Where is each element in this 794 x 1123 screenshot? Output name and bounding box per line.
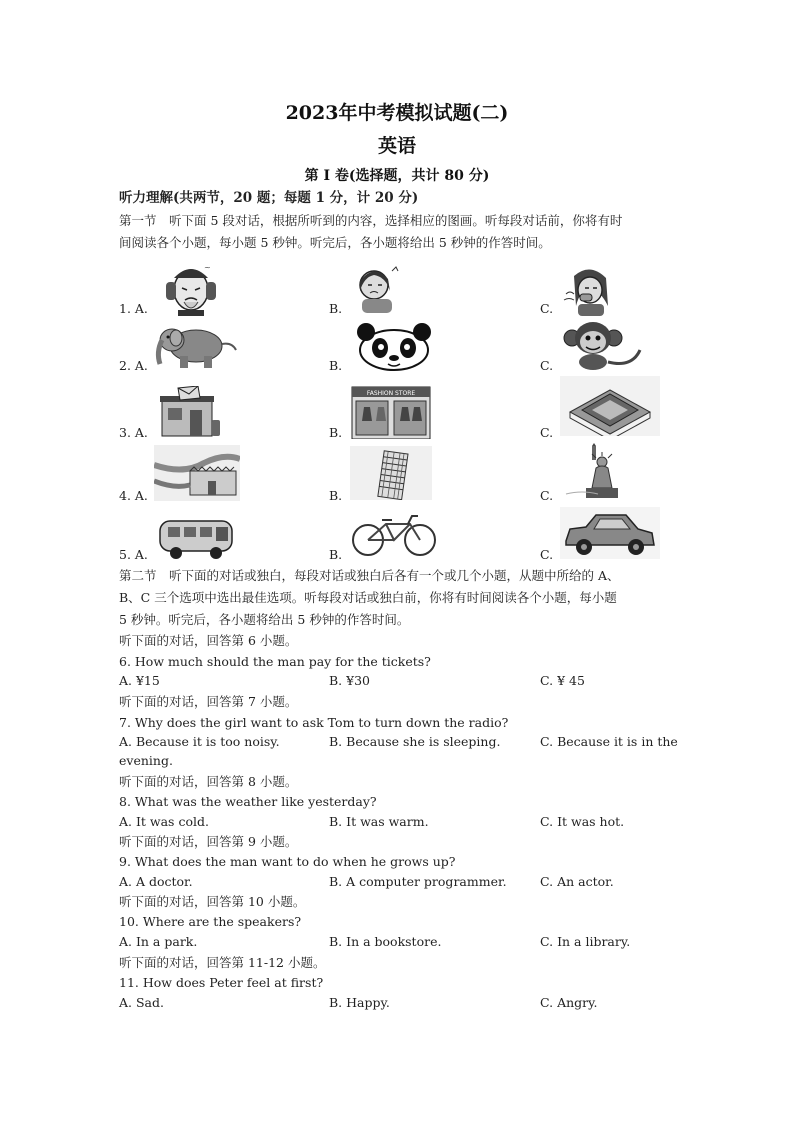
section2-instruction-line3: 5 秒钟。听完后，各小题将给出 5 秒钟的作答时间。 — [119, 612, 410, 627]
q5-option-c-label: C. — [540, 547, 554, 562]
elephant-icon — [152, 322, 238, 370]
stadium-icon — [560, 376, 660, 436]
q3-option-c-label: C. — [540, 425, 554, 440]
q5-label: 5. A. — [119, 547, 148, 562]
q2-option-b-label: B. — [329, 358, 343, 373]
q7-option-a[interactable]: A. Because it is too noisy. — [119, 734, 280, 749]
leaning-tower-icon — [350, 446, 432, 500]
q6-intro: 听下面的对话，回答第 6 小题。 — [119, 633, 298, 648]
q11-intro: 听下面的对话，回答第 11-12 小题。 — [119, 955, 326, 970]
q3-option-b-label: B. — [329, 425, 343, 440]
q7-option-c[interactable]: C. Because it is in the — [540, 734, 678, 749]
monkey-icon — [562, 320, 646, 370]
q2-option-c-label: C. — [540, 358, 554, 373]
q7-option-b[interactable]: B. Because she is sleeping. — [329, 734, 501, 749]
old-man-covering-ears-icon — [160, 260, 222, 316]
section1-instruction-line1: 第一节 听下面 5 段对话，根据所听到的内容，选择相应的图画。听每段对话前，你将有时 — [119, 213, 623, 228]
fashion-store-icon — [350, 385, 432, 439]
q7-option-c-continued: evening. — [119, 753, 173, 768]
q3-label: 3. A. — [119, 425, 148, 440]
q8-intro: 听下面的对话，回答第 8 小题。 — [119, 774, 298, 789]
post-office-icon — [158, 386, 222, 438]
section1-instruction-line2: 间阅读各个小题，每小题 5 秒钟。听完后，各小题将给出 5 秒钟的作答时间。 — [119, 235, 551, 250]
girl-sick-icon — [350, 265, 408, 313]
q9-option-a[interactable]: A. A doctor. — [119, 874, 193, 889]
q10-intro: 听下面的对话，回答第 10 小题。 — [119, 894, 306, 909]
q10-option-a[interactable]: A. In a park. — [119, 934, 198, 949]
listening-heading: 听力理解(共两节，20 题；每题 1 分，计 20 分) — [119, 190, 419, 206]
section2-instruction-line1: 第二节 听下面的对话或独白，每段对话或独白后各有一个或几个小题，从题中所给的 A、 — [119, 568, 620, 583]
q9-question: 9. What does the man want to do when he grows up? — [119, 854, 456, 869]
q10-option-c[interactable]: C. In a library. — [540, 934, 631, 949]
q7-intro: 听下面的对话，回答第 7 小题。 — [119, 694, 298, 709]
q8-option-c[interactable]: C. It was hot. — [540, 814, 625, 829]
car-icon — [560, 507, 660, 559]
q10-option-b[interactable]: B. In a bookstore. — [329, 934, 442, 949]
subject-title: 英语 — [377, 135, 416, 157]
volume-title: 第 I 卷(选择题，共计 80 分) — [304, 168, 490, 184]
q6-option-c[interactable]: C. ¥ 45 — [540, 673, 585, 688]
q1-option-c-label: C. — [540, 301, 554, 316]
great-wall-icon — [154, 445, 240, 501]
q9-intro: 听下面的对话，回答第 9 小题。 — [119, 834, 298, 849]
q11-question: 11. How does Peter feel at first? — [119, 975, 324, 990]
q8-question: 8. What was the weather like yesterday? — [119, 794, 377, 809]
bicycle-icon — [350, 512, 438, 558]
q9-option-c[interactable]: C. An actor. — [540, 874, 614, 889]
q11-option-c[interactable]: C. Angry. — [540, 995, 598, 1010]
q8-option-a[interactable]: A. It was cold. — [119, 814, 209, 829]
q4-label: 4. A. — [119, 488, 148, 503]
bus-icon — [158, 517, 234, 561]
q1-option-b-label: B. — [329, 301, 343, 316]
q6-option-a[interactable]: A. ¥15 — [119, 673, 160, 688]
q11-option-b[interactable]: B. Happy. — [329, 995, 390, 1010]
store-sign-text: FASHION STORE — [366, 390, 416, 397]
q10-question: 10. Where are the speakers? — [119, 914, 302, 929]
q4-option-b-label: B. — [329, 488, 343, 503]
q7-question: 7. Why does the girl want to ask Tom to turn down the radio? — [119, 715, 509, 730]
q8-option-b[interactable]: B. It was warm. — [329, 814, 429, 829]
woman-sneezing-icon — [560, 266, 616, 316]
exam-title: 2023年中考模拟试题(二) — [285, 102, 509, 124]
panda-icon — [352, 322, 436, 372]
q5-option-b-label: B. — [329, 547, 343, 562]
q1-label: 1. A. — [119, 301, 148, 316]
q11-option-a[interactable]: A. Sad. — [119, 995, 164, 1010]
svg-text:~: ~ — [204, 263, 211, 272]
q9-option-b[interactable]: B. A computer programmer. — [329, 874, 507, 889]
q4-option-c-label: C. — [540, 488, 554, 503]
statue-of-liberty-icon — [562, 442, 636, 500]
q2-label: 2. A. — [119, 358, 148, 373]
q6-question: 6. How much should the man pay for the tickets? — [119, 654, 431, 669]
section2-instruction-line2: B、C 三个选项中选出最佳选项。听每段对话或独白前，你将有时间阅读各个小题，每小题 — [119, 590, 617, 605]
q6-option-b[interactable]: B. ¥30 — [329, 673, 370, 688]
